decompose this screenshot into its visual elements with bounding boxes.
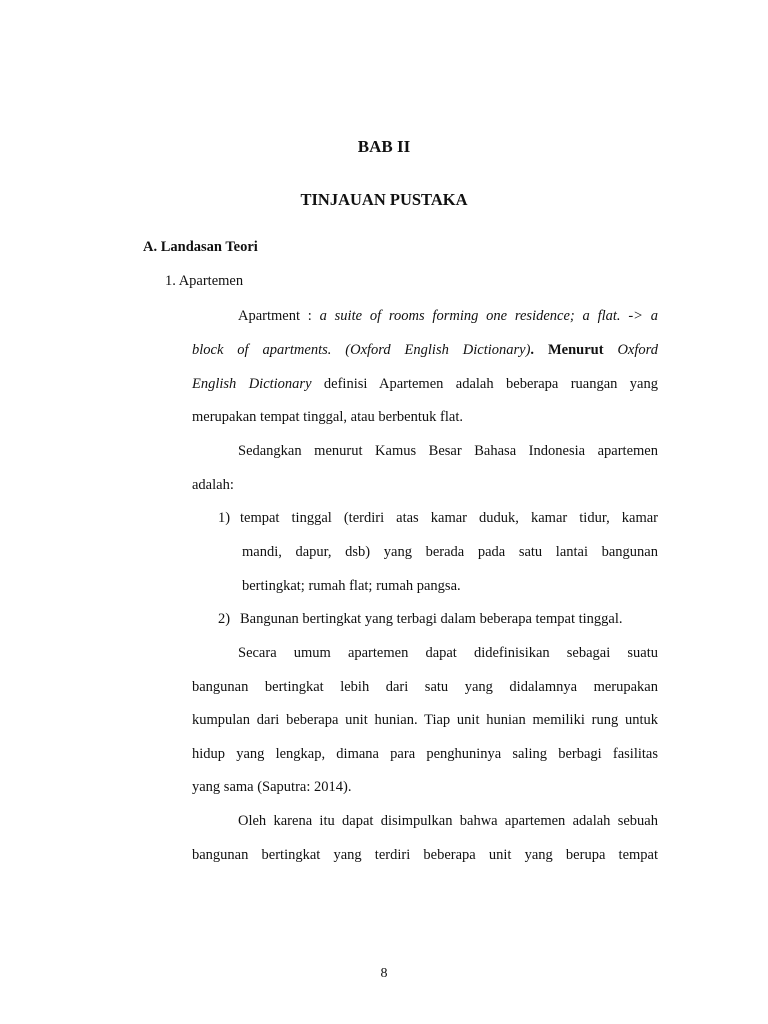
chapter-title: TINJAUAN PUSTAKA <box>300 190 468 209</box>
page-number: 8 <box>380 966 388 981</box>
list-item-number: 2) <box>218 611 231 627</box>
list-item-line: tempat tinggal (terdiri atas kamar duduk, kamar tidur, kamar <box>240 510 658 526</box>
list-item-line: mandi, dapur, dsb) yang berada pada satu lantai bangunan <box>242 544 658 560</box>
para1-line1: Apartment : a suite of rooms forming one residence; a flat. -> a <box>238 308 658 324</box>
subsection-heading: 1. Apartemen <box>165 273 244 289</box>
para2-line2: adalah: <box>192 477 234 493</box>
list-item-line: bertingkat; rumah flat; rumah pangsa. <box>242 578 461 594</box>
para3-line: kumpulan dari beberapa unit hunian. Tiap unit hunian memiliki rung untuk <box>192 712 658 728</box>
list-item-number: 1) <box>218 510 231 526</box>
para3-line: yang sama (Saputra: 2014). <box>192 779 352 795</box>
para3-line: Secara umum apartemen dapat didefinisikan sebagai suatu <box>238 645 658 661</box>
list-item-line: Bangunan bertingkat yang terbagi dalam beberapa tempat tinggal. <box>240 611 623 627</box>
chapter-label: BAB II <box>357 137 411 156</box>
para1-line4: merupakan tempat tinggal, atau berbentuk flat. <box>192 409 463 425</box>
para3-line: bangunan bertingkat lebih dari satu yang didalamnya merupakan <box>192 679 658 695</box>
para2-line1: Sedangkan menurut Kamus Besar Bahasa Indonesia apartemen <box>238 443 658 459</box>
para3-line: hidup yang lengkap, dimana para penghuninya saling berbagi fasilitas <box>192 746 658 762</box>
para4-line: bangunan bertingkat yang terdiri beberapa unit yang berupa tempat <box>192 847 658 863</box>
section-heading: A. Landasan Teori <box>143 239 258 255</box>
para4-line: Oleh karena itu dapat disimpulkan bahwa apartemen adalah sebuah <box>238 813 658 829</box>
para1-line3: English Dictionary definisi Apartemen adalah beberapa ruangan yang <box>192 376 658 392</box>
para1-line2: block of apartments. (Oxford English Dictionary). Menurut Oxford <box>192 342 658 358</box>
